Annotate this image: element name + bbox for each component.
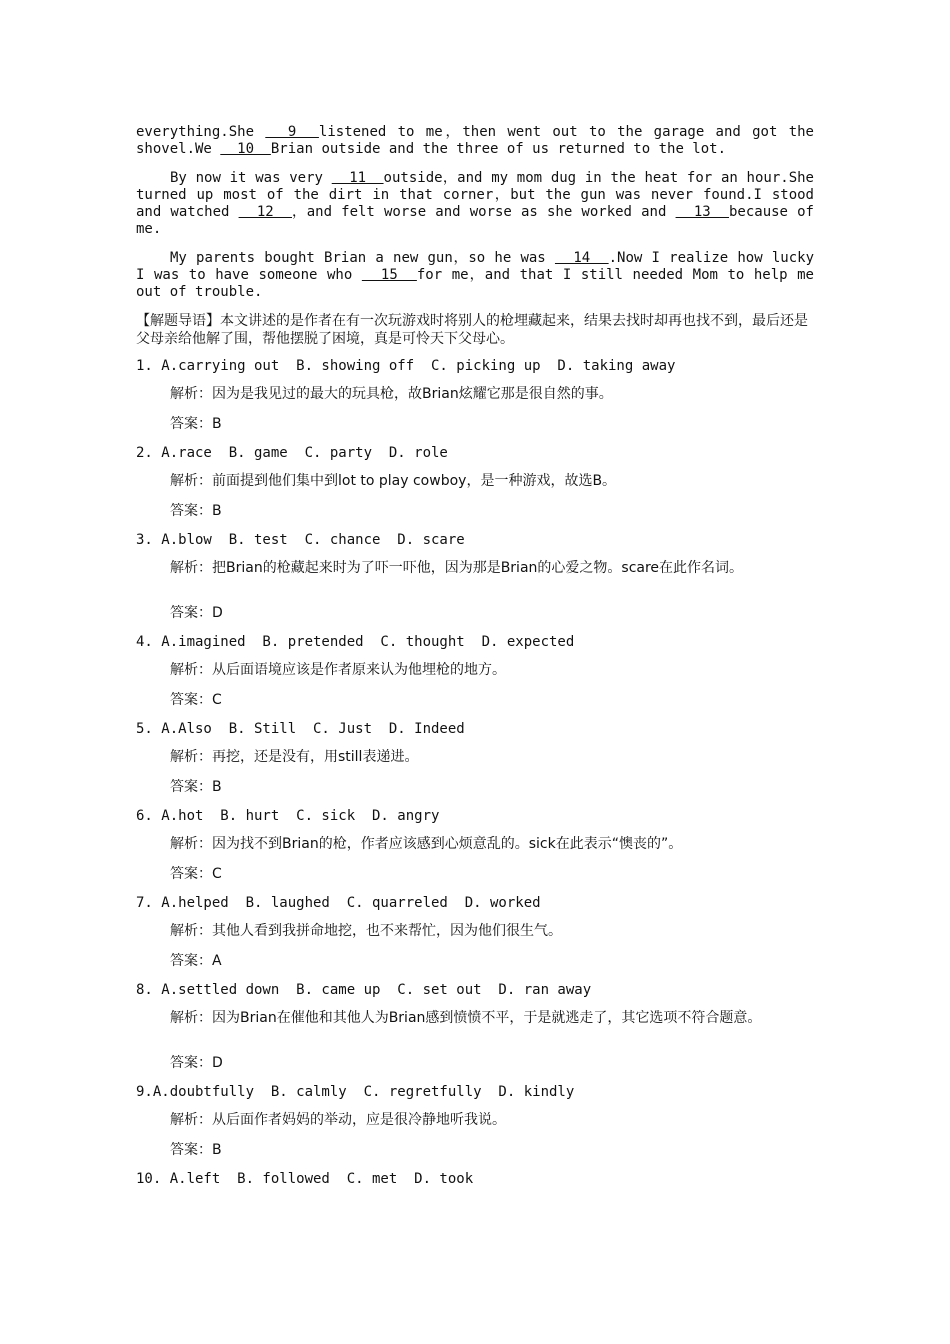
question-item-2 xyxy=(136,445,814,532)
passage-text: My parents bought Brian a new gun，so he was xyxy=(170,250,555,266)
question-item-9 xyxy=(136,1084,814,1171)
passage-text: .Now I realize how lucky I was to have someone who xyxy=(136,250,815,283)
question-explanation: 解析：因为Brian在催他和其他人为Brian感到愤愤不平，于是就逃走了，其它选项不符合题意。 xyxy=(170,1010,762,1026)
blank-10: 10 xyxy=(220,141,271,157)
question-options: 8. A.settled down B. came up C. set out D. ran away xyxy=(136,982,592,998)
passage-text: By now it was very xyxy=(170,170,332,186)
blank-9: 9 xyxy=(265,124,319,140)
passage-paragraph-2 xyxy=(136,170,814,238)
passage-text: everything.She xyxy=(136,124,266,140)
passage-text: because of me. xyxy=(136,204,814,237)
question-explanation: 解析：把Brian的枪藏起来时为了吓一吓他，因为那是Brian的心爱之物。scare在此作名词。 xyxy=(170,560,744,576)
passage-text: for me，and that I still needed Mom to help me out of trouble. xyxy=(136,267,814,300)
passage-text: outside，and my mom dug in the heat for an hour.She turned up most of the dirt in that corner，but the gun was never found.I stood and watched xyxy=(136,170,814,220)
passage-text: listened to me，then went out to the garage and got the shovel.We xyxy=(136,124,814,157)
passage-paragraph-1 xyxy=(136,124,814,158)
blank-14: 14 xyxy=(554,250,609,266)
blank-13: 13 xyxy=(675,204,729,220)
question-item-1 xyxy=(136,358,814,445)
question-item-10 xyxy=(136,1171,814,1200)
question-item-8 xyxy=(136,982,814,1084)
question-options: 4. A.imagined B. pretended C. thought D. expected xyxy=(136,634,575,650)
question-answer: 答案：D xyxy=(170,1055,223,1071)
question-options: 7. A.helped B. laughed C. quarreled D. worked xyxy=(136,895,541,911)
question-explanation: 解析：因为找不到Brian的枪，作者应该感到心烦意乱的。sick在此表示“懊丧的”。 xyxy=(170,836,683,852)
question-answer: 答案：C xyxy=(170,692,222,708)
question-explanation: 解析：前面提到他们集中到lot to play cowboy，是一种游戏，故选B。 xyxy=(170,473,617,489)
question-options: 3. A.blow B. test C. chance D. scare xyxy=(136,532,465,548)
question-explanation: 解析：其他人看到我拼命地挖，也不来帮忙，因为他们很生气。 xyxy=(170,923,562,939)
blank-12: 12 xyxy=(238,204,292,220)
document-content xyxy=(136,124,814,1200)
question-answer: 答案：C xyxy=(170,866,222,882)
question-item-4 xyxy=(136,634,814,721)
question-answer: 答案：A xyxy=(170,953,222,969)
passage-text: ，and felt worse and worse as she worked and xyxy=(292,204,676,220)
question-answer: 答案：B xyxy=(170,416,222,432)
question-explanation: 解析：再挖，还是没有，用still表递进。 xyxy=(170,749,419,765)
question-explanation: 解析：从后面语境应该是作者原来认为他埋枪的地方。 xyxy=(170,662,506,678)
question-options: 6. A.hot B. hurt C. sick D. angry xyxy=(136,808,440,824)
solution-guide-tag: 【解题导语】 xyxy=(136,313,220,329)
question-item-3 xyxy=(136,532,814,634)
question-item-6 xyxy=(136,808,814,895)
passage-paragraph-3 xyxy=(136,250,814,301)
question-options: 10. A.left B. followed C. met D. took xyxy=(136,1171,474,1187)
question-options: 5. A.Also B. Still C. Just D. Indeed xyxy=(136,721,465,737)
blank-15: 15 xyxy=(361,267,417,283)
blank-11: 11 xyxy=(331,170,384,186)
question-item-7 xyxy=(136,895,814,982)
question-options: 2. A.race B. game C. party D. role xyxy=(136,445,448,461)
question-answer: 答案：D xyxy=(170,605,223,621)
question-explanation: 解析：因为是我见过的最大的玩具枪，故Brian炫耀它那是很自然的事。 xyxy=(170,386,613,402)
question-answer: 答案：B xyxy=(170,1142,222,1158)
question-options: 9.A.doubtfully B. calmly C. regretfully D. kindly xyxy=(136,1084,575,1100)
question-options: 1. A.carrying out B. showing off C. picking up D. taking away xyxy=(136,358,676,374)
question-answer: 答案：B xyxy=(170,503,222,519)
question-explanation: 解析：从后面作者妈妈的举动，应是很冷静地听我说。 xyxy=(170,1112,506,1128)
question-item-5 xyxy=(136,721,814,808)
passage-text: Brian outside and the three of us returned to the lot. xyxy=(270,141,727,157)
solution-guide xyxy=(136,312,814,348)
solution-guide-text: 本文讲述的是作者在有一次玩游戏时将别人的枪埋藏起来，结果去找时却再也找不到，最后还是父母亲给他解了围，帮他摆脱了困境，真是可怜天下父母心。 xyxy=(136,313,808,347)
question-answer: 答案：B xyxy=(170,779,222,795)
